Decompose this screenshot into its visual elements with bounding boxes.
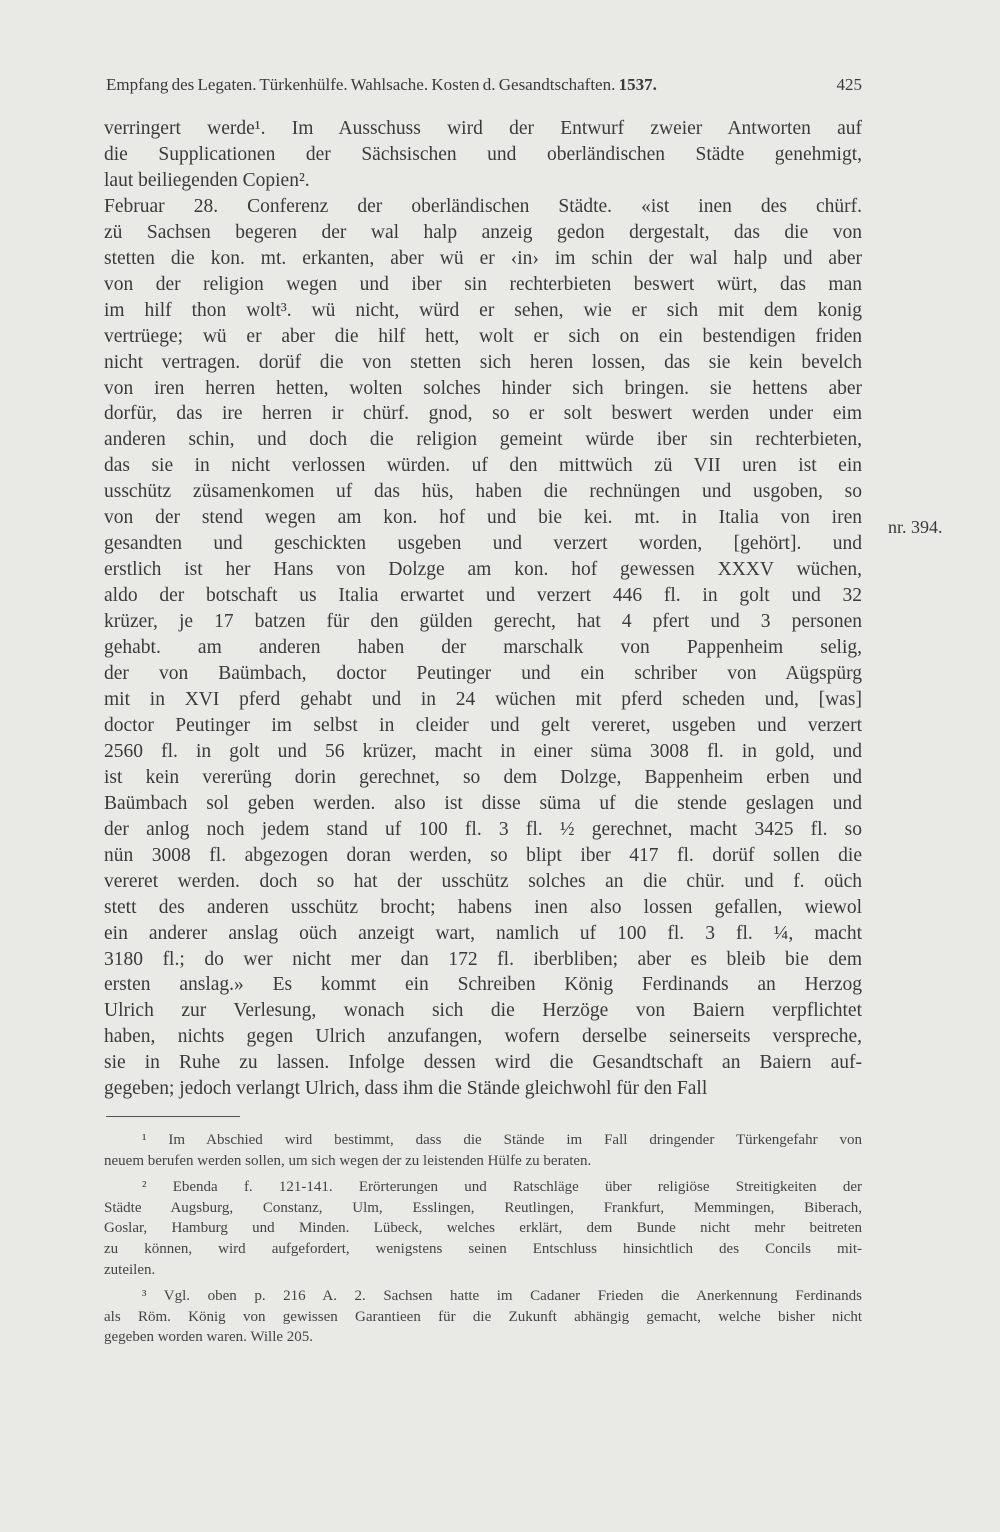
text-line: ist kein vererüng dorin gerechnet, so dem Dolzge, Bappenheim erben und — [104, 766, 862, 788]
footnote-line: ² Ebenda f. 121-141. Erörterungen und Ratschläge über religiöse Streitigkeiten der — [142, 1179, 862, 1196]
text-line: anderen schin, und doch die religion gemeint würde iber sin rechterbieten, — [104, 429, 862, 451]
footnote-line: zu können, wird aufgefordert, wenigstens seinen Entschluss hinsichtlich des Concils mit- — [104, 1240, 862, 1257]
text-line: sie in Ruhe zu lassen. Infolge dessen wird die Gesandtschaft an Baiern auf- — [104, 1052, 862, 1074]
footnote-2 — [104, 1177, 862, 1280]
text-line: dorfür, das ire herren ir chürf. gnod, so er solt beswert werden under eim — [104, 403, 862, 425]
footnote-line: zuteilen. — [104, 1261, 156, 1278]
text-line: krüzer, je 17 batzen für den gülden gerecht, hat 4 pfert und 3 personen — [104, 611, 862, 633]
text-line: der von Baümbach, doctor Peutinger und ein schriber von Aügspürg — [104, 663, 862, 685]
text-line: laut beiliegenden Copien². — [104, 169, 310, 191]
text-line: mit in XVI pferd gehabt und in 24 wüchen mit pferd scheden und, [was] — [104, 688, 862, 710]
footnote-1 — [104, 1130, 862, 1171]
main-text — [104, 116, 862, 1102]
footnote-line: als Röm. König von gewissen Garantieen für die Zukunft abhängig gemacht, welche bisher nicht — [104, 1308, 862, 1325]
text-line: das sie in nicht verlossen würden. uf den mittwüch zü VII uren ist ein — [104, 455, 862, 477]
text-line: verringert werde¹. Im Ausschuss wird der Entwurf zweier Antworten auf — [104, 118, 862, 139]
text-line: nicht vertragen. dorüf die von stetten sich heren lossen, das sie kein bevelch — [104, 351, 862, 373]
text-line: erstlich ist her Hans von Dolzge am kon. hof gewessen XXXV wüchen, — [104, 559, 862, 581]
text-line: von der stend wegen am kon. hof und bie kei. mt. in Italia von iren — [104, 507, 862, 529]
running-head — [106, 74, 862, 96]
text-line: im hilf thon wolt³. wü nicht, würd er sehen, wie er sich mit dem konig — [104, 299, 862, 321]
text-line: von der religion wegen und iber sin rechterbieten beswert würt, das man — [104, 273, 862, 295]
text-line: 2560 fl. in golt und 56 krüzer, macht in einer süma 3008 fl. in gold, und — [104, 740, 862, 762]
text-line: stett des anderen usschütz brocht; habens inen also lossen gefallen, wiewol — [104, 896, 862, 918]
text-line: stetten die kon. mt. erkanten, aber wü er ‹in› im schin der wal halp und aber — [104, 247, 862, 269]
footnote-line: neuem berufen werden sollen, um sich wegen der zu leistenden Hülfe zu beraten. — [104, 1152, 592, 1169]
footnote-line: gegeben worden waren. Wille 205. — [104, 1329, 314, 1346]
text-line: die Supplicationen der Sächsischen und oberländischen Städte genehmigt, — [104, 143, 862, 165]
text-line: gegeben; jedoch verlangt Ulrich, dass ihm die Stände gleichwohl für den Fall — [104, 1078, 708, 1100]
text-line: nün 3008 fl. abgezogen doran werden, so blipt iber 417 fl. dorüf sollen die — [104, 844, 862, 866]
footnote-line: ³ Vgl. oben p. 216 A. 2. Sachsen hatte im Cadaner Frieden die Anerkennung Ferdinands — [142, 1288, 862, 1305]
text-line: gesandten und geschickten usgeben und verzert worden, [gehört]. und — [104, 533, 862, 555]
text-line: ein anderer anslag oüch anzeigt wart, namlich uf 100 fl. 3 fl. ¼, macht — [104, 922, 862, 944]
footnote-line: ¹ Im Abschied wird bestimmt, dass die Stände im Fall dringender Türkengefahr von — [142, 1132, 862, 1148]
text-line: ersten anslag.» Es kommt ein Schreiben König Ferdinands an Herzog — [104, 974, 862, 996]
text-line: vereret werden. doch so hat der usschütz solches an die chür. und f. oüch — [104, 870, 862, 892]
text-line: Ulrich zur Verlesung, wonach sich die Herzöge von Baiern verpflichtet — [104, 1000, 862, 1022]
text-line: doctor Peutinger im selbst in cleider und gelt vereret, usgeben und verzert — [104, 714, 862, 736]
text-line: usschütz züsamenkomen uf das hüs, haben die rechnüngen und usgoben, so — [104, 481, 862, 503]
footnote-line: Goslar, Hamburg und Minden. Lübeck, welches erklärt, dem Bunde nicht mehr beitreten — [104, 1220, 862, 1237]
footnotes — [104, 1130, 862, 1354]
text-line: aldo der botschaft us Italia erwartet und verzert 446 fl. in golt und 32 — [104, 585, 862, 607]
text-line: zü Sachsen begeren der wal halp anzeig gedon dergestalt, das die von — [104, 221, 862, 243]
page-number: 425 — [836, 75, 862, 94]
text-line: haben, nichts gegen Ulrich anzufangen, wofern derselbe seinerseits verspreche, — [104, 1026, 862, 1048]
text-line: Februar 28. Conferenz der oberländischen Städte. «ist inen des chürf. — [104, 195, 862, 217]
footnote-line: Städte Augsburg, Constanz, Ulm, Esslingen, Reutlingen, Frankfurt, Memmingen, Biberach, — [104, 1199, 862, 1216]
text-line: 3180 fl.; do wer nicht mer dan 172 fl. iberbliben; aber es bleib bie dem — [104, 948, 862, 970]
text-line: von iren herren hetten, wolten solches hinder sich bringen. sie hettens aber — [104, 377, 862, 399]
margin-note: nr. 394. — [888, 517, 943, 537]
text-line: der anlog noch jedem stand uf 100 fl. 3 fl. ½ gerechnet, macht 3425 fl. so — [104, 818, 862, 840]
running-head-title: Empfang des Legaten. Türkenhülfe. Wahlsache. Kosten d. Gesandtschaften. — [106, 75, 616, 94]
running-head-year: 1537. — [618, 75, 657, 94]
text-line: gehabt. am anderen haben der marschalk von Pappenheim selig, — [104, 637, 862, 659]
footnote-3 — [104, 1286, 862, 1348]
footnote-rule — [106, 1116, 240, 1117]
text-line: vertrüege; wü er aber die hilf hett, wolt er sich on ein bestendigen friden — [104, 325, 862, 347]
text-line: Baümbach sol geben werden. also ist disse süma uf die stende geslagen und — [104, 792, 862, 814]
